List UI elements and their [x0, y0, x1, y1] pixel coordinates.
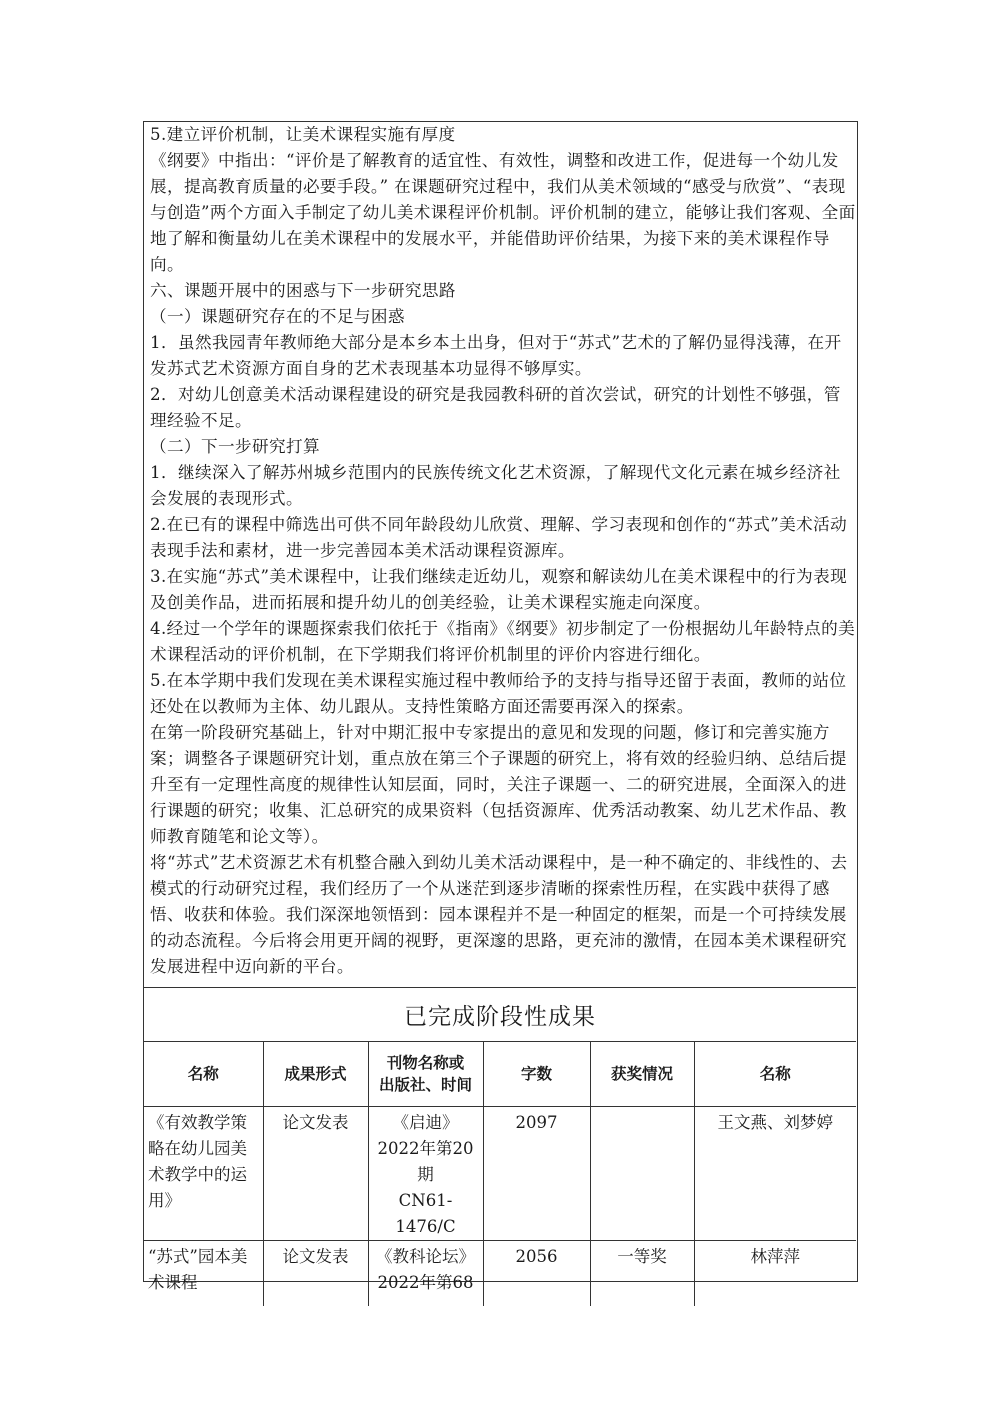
cell-author: 王文燕、刘梦婷 [694, 1107, 856, 1241]
cell-award [590, 1107, 694, 1241]
header-form: 成果形式 [263, 1042, 368, 1107]
paragraph: 在第一阶段研究基础上，针对中期汇报中专家提出的意见和发现的问题，修订和完善实施方案；调整各子课题研究计划，重点放在第三个子课题的研究上，将有效的经验归纳、总结后提升至有一定理性高度的规律性认知层面，同时，关注子课题一、二的研究进展，全面深入的进行课题的研究；收集、汇总研究的成果资料（包括资源库、优秀活动教案、幼儿艺术作品、教师教育随笔和论文等）。 [150, 723, 847, 846]
header-publication-line2: 出版社、时间 [378, 1075, 472, 1094]
cell-award: 一等奖 [590, 1241, 694, 1307]
table-row [144, 1241, 856, 1307]
cell-words: 2056 [483, 1241, 590, 1307]
cell-publication-line2: CN61-1476/C [395, 1191, 456, 1236]
cell-author: 林萍萍 [694, 1241, 856, 1307]
subheading-next-steps: （二）下一步研究打算 [150, 437, 320, 456]
subheading-shortcomings: （一）课题研究存在的不足与困惑 [150, 307, 405, 326]
cell-publication [368, 1107, 483, 1241]
cell-form: 论文发表 [263, 1241, 368, 1307]
header-publication [368, 1042, 483, 1107]
cell-name: 《有效教学策略在幼儿园美术教学中的运用》 [144, 1107, 263, 1241]
table-header-row [144, 1042, 856, 1107]
paragraph: 2．对幼儿创意美术活动课程建设的研究是我园教科研的首次尝试，研究的计划性不够强，管理经验不足。 [150, 385, 841, 430]
header-author: 名称 [694, 1042, 856, 1107]
results-section-title: 已完成阶段性成果 [144, 988, 856, 1042]
document-frame [143, 121, 858, 1292]
cell-publication-line1: 《教科论坛》2022年第68 [376, 1247, 475, 1292]
cell-name: “苏式”园本美术课程 [144, 1241, 263, 1307]
header-award: 获奖情况 [590, 1042, 694, 1107]
section-heading-evaluation: 5.建立评价机制，让美术课程实施有厚度 [150, 125, 456, 144]
header-words: 字数 [483, 1042, 590, 1107]
paragraph: 3.在实施“苏式”美术课程中，让我们继续走近幼儿，观察和解读幼儿在美术课程中的行为表现及创美作品，进而拓展和提升幼儿的创美经验，让美术课程实施走向深度。 [150, 567, 848, 612]
header-publication-line1: 刊物名称或 [386, 1053, 465, 1072]
paragraph: 《纲要》中指出：“评价是了解教育的适宜性、有效性，调整和改进工作，促进每一个幼儿发展，提高教育质量的必要手段。” 在课题研究过程中，我们从美术领域的“感受与欣赏”、“表现与创造”两个方面入手制定了幼儿美术课程评价机制。评价机制的建立，能够让我们客观、全面地了解和衡量幼儿在美术课程中的发展水平，并能借助评价结果，为接下来的美术课程作导向。 [150, 151, 856, 274]
cell-form: 论文发表 [263, 1107, 368, 1241]
paragraph: 4.经过一个学年的课题探索我们依托于《指南》《纲要》初步制定了一份根据幼儿年龄特点的美术课程活动的评价机制，在下学期我们将评价机制里的评价内容进行细化。 [150, 619, 856, 664]
table-row [144, 1107, 856, 1241]
paragraph: 1．虽然我园青年教师绝大部分是本乡本土出身，但对于“苏式”艺术的了解仍显得浅薄，在开发苏式艺术资源方面自身的艺术表现基本功显得不够厚实。 [150, 333, 842, 378]
paragraph: 将“苏式”艺术资源艺术有机整合融入到幼儿美术活动课程中，是一种不确定的、非线性的、去模式的行动研究过程，我们经历了一个从迷茫到逐步清晰的探索性历程，在实践中获得了感悟、收获和体验。我们深深地领悟到：园本课程并不是一种固定的框架，而是一个可持续发展的动态流程。今后将会用更开阔的视野，更深邃的思路，更充沛的激情，在园本美术课程研究发展进程中迈向新的平台。 [150, 853, 848, 976]
paragraph: 2.在已有的课程中筛选出可供不同年龄段幼儿欣赏、理解、学习表现和创作的“苏式”美术活动表现手法和素材，进一步完善园本美术活动课程资源库。 [150, 515, 848, 560]
paragraph: 5.在本学期中我们发现在美术课程实施过程中教师给予的支持与指导还留于表面，教师的站位还处在以教师为主体、幼儿跟从。支持性策略方面还需要再深入的探索。 [150, 671, 847, 716]
section-heading-confusion: 六、课题开展中的困惑与下一步研究思路 [150, 281, 456, 300]
cell-publication-line1: 《启迪》2022年第20期 [377, 1113, 474, 1184]
report-body-cell [144, 122, 856, 988]
results-table [144, 1042, 856, 1306]
cell-words: 2097 [483, 1107, 590, 1241]
cell-publication [368, 1241, 483, 1307]
paragraph: 1．继续深入了解苏州城乡范围内的民族传统文化艺术资源，了解现代文化元素在城乡经济社会发展的表现形式。 [150, 463, 841, 508]
header-name: 名称 [144, 1042, 263, 1107]
